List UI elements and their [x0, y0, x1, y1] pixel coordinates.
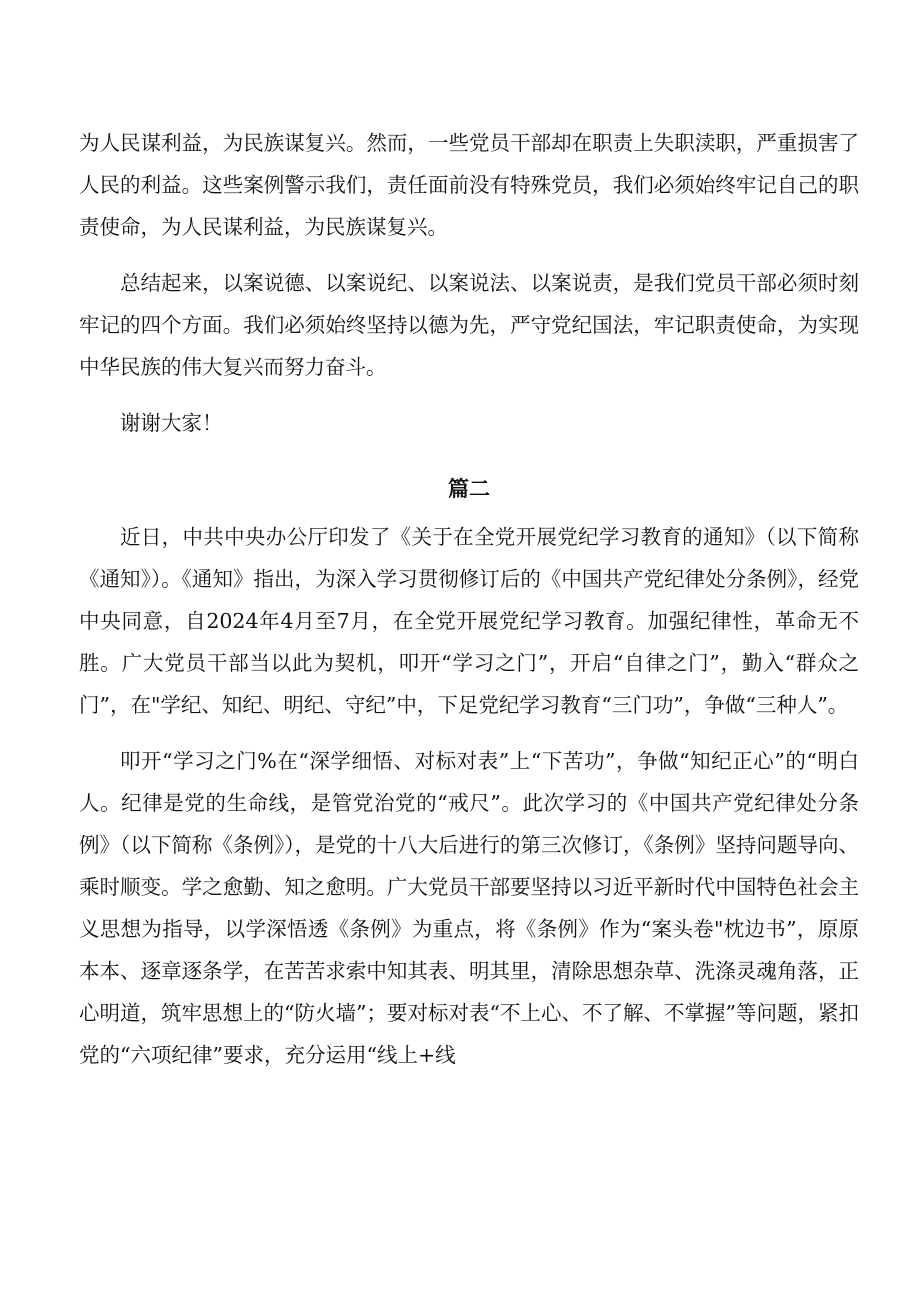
- paragraph-notice: 近日，中共中央办公厅印发了《关于在全党开展党纪学习教育的通知》（以下简称《通知》）。《通知》指出，为深入学习贯彻修订后的《中国共产党纪律处分条例》，经党中央同意，自2024年4月至7月，在全党开展党纪学习教育。加强纪律性，革命无不胜。广大党员干部当以此为契机，叩开“学习之门”，开启“自律之门”，勤入“群众之门”，在"学纪、知纪、明纪、守纪”中，下足党纪学习教育“三门功”，争做“三种人”。: [79, 525, 859, 717]
- section-title: 篇二: [448, 477, 490, 501]
- paragraph-thanks: 谢谢大家！: [120, 411, 223, 435]
- document-body: [79, 122, 859, 1076]
- paragraph-continuation: 为人民谋利益，为民族谋复兴。然而，一些党员干部却在职责上失职渎职，严重损害了人民的利益。这些案例警示我们，责任面前没有特殊党员，我们必须始终牢记自己的职责使命，为人民谋利益，为民族谋复兴。: [79, 131, 859, 239]
- paragraph-study-gate: 叩开“学习之门%在“深学细悟、对标对表”上“下苦功”，争做“知纪正心”的“明白人。纪律是党的生命线，是管党治党的“戒尺”。此次学习的《中国共产党纪律处分条例》（以下简称《条例》），是党的十八大后进行的第三次修订，《条例》坚持问题导向、乘时顺变。学之愈勤、知之愈明。广大党员干部要坚持以习近平新时代中国特色社会主义思想为指导，以学深悟透《条例》为重点，将《条例》作为“案头卷"枕边书”，原原本本、逐章逐条学，在苦苦求索中知其表、明其里，清除思想杂草、洗涤灵魂角落，正心明道，筑牢思想上的“防火墙”；要对标对表“不上心、不了解、不掌握”等问题，紧扣党的“六项纪律”要求，充分运用“线上+线: [79, 749, 859, 1067]
- paragraph-summary: 总结起来，以案说德、以案说纪、以案说法、以案说责，是我们党员干部必须时刻牢记的四个方面。我们必须始终坚持以德为先，严守党纪国法，牢记职责使命，为实现中华民族的伟大复兴而努力奋斗。: [79, 271, 859, 379]
